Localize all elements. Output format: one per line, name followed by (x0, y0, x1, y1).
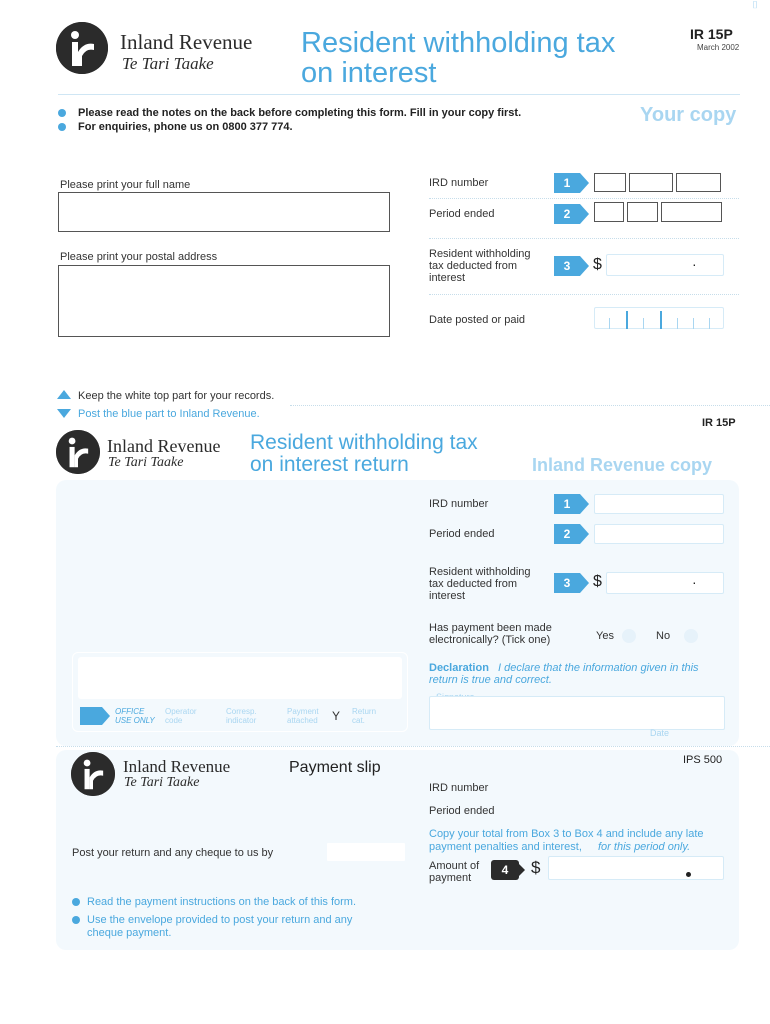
box-2-badge: 2 (554, 204, 590, 224)
box-4-number: 4 (501, 863, 509, 877)
header-divider (58, 94, 740, 95)
copy-label: Your copy (640, 104, 737, 126)
bullet-icon (72, 898, 80, 906)
return-rwt-label-2: tax deducted from (429, 578, 518, 590)
amount-decimal-dot (686, 872, 691, 877)
ird-number-input-1[interactable] (594, 173, 626, 192)
declaration-text-2: return is true and correct. (429, 674, 552, 686)
ird-number-input-2[interactable] (629, 173, 673, 192)
ird-number-label: IRD number (429, 177, 489, 189)
corresp-indicator-1: Corresp. (226, 707, 257, 716)
return-box-3-badge: 3 (554, 573, 590, 593)
post-by-text: Post your return and any cheque to us by (72, 847, 274, 859)
return-brand-subtitle: Te Tari Taake (108, 455, 184, 470)
rwt-amount-input[interactable] (606, 254, 724, 276)
form-code: IR 15P (690, 26, 733, 42)
office-marker-arrow-icon (102, 707, 110, 725)
down-arrow-icon (57, 409, 71, 418)
date-posted-input[interactable] (594, 307, 724, 329)
office-use-2: USE ONLY (115, 716, 155, 725)
return-ird-number-input[interactable] (594, 494, 724, 514)
yes-checkbox[interactable] (622, 629, 636, 643)
ird-logo-icon (56, 22, 108, 74)
operator-code-2: code (165, 716, 183, 725)
return-cat-2: cat. (352, 716, 365, 725)
dollar-sign: $ (593, 256, 602, 273)
signature-field[interactable] (429, 696, 725, 730)
slip-dollar-sign: $ (531, 858, 541, 877)
return-period-ended-input[interactable] (594, 524, 724, 544)
payment-attached-y: Y (332, 709, 341, 723)
amount-of-payment-2: payment (429, 872, 472, 884)
ird-number-input-3[interactable] (676, 173, 721, 192)
brand-subtitle: Te Tari Taake (122, 54, 214, 73)
period-year-input[interactable] (661, 202, 722, 222)
slip-period-ended-label: Period ended (429, 805, 495, 817)
yes-label: Yes (596, 630, 614, 642)
tear-line (290, 405, 770, 406)
postal-address-input[interactable] (58, 265, 390, 337)
declaration-title: Declaration (429, 662, 489, 674)
period-ended-label: Period ended (429, 208, 495, 220)
slip-title: Payment slip (289, 759, 381, 776)
note-2: For enquiries, phone us on 0800 377 774. (78, 121, 293, 133)
return-cat-1: Return (352, 707, 377, 716)
box-3-badge: 3 (554, 256, 590, 276)
slip-tear-line (56, 746, 770, 747)
return-ird-number-label: IRD number (429, 498, 489, 510)
return-box-1-badge: 1 (554, 494, 590, 514)
office-marker-icon (80, 707, 102, 725)
form-title-line2: on interest (301, 57, 437, 89)
slip-brand-subtitle: Te Tari Taake (124, 775, 200, 790)
payment-amount-input[interactable] (548, 856, 724, 880)
slip-form-code: IPS 500 (683, 754, 723, 766)
electronic-question-2: electronically? (Tick one) (429, 634, 551, 646)
return-form-code: IR 15P (702, 417, 736, 429)
return-rwt-amount-input[interactable] (606, 572, 724, 594)
return-period-ended-label: Period ended (429, 528, 495, 540)
up-arrow-icon (57, 390, 71, 399)
no-checkbox[interactable] (684, 629, 698, 643)
post-instruction: Post the blue part to Inland Revenue. (78, 408, 260, 420)
ird-logo-icon (56, 430, 100, 474)
slip-bullet-2: Use the envelope provided to post your return and any (87, 914, 353, 926)
operator-code-1: Operator (165, 707, 197, 716)
rwt-label-1: Resident withholding (429, 248, 531, 260)
payment-attached-1: Payment (287, 707, 319, 716)
return-rwt-label-1: Resident withholding (429, 566, 531, 578)
form-date: March 2002 (697, 43, 740, 52)
bullet-icon (72, 916, 80, 924)
row-divider (429, 198, 739, 199)
note-1: Please read the notes on the back before completing this form. Fill in your copy first. (78, 107, 522, 119)
return-decimal-point: · (692, 574, 697, 590)
return-dollar-sign: $ (593, 573, 602, 590)
rwt-label-3: interest (429, 272, 466, 284)
period-month-input[interactable] (627, 202, 658, 222)
bullet-icon (58, 109, 66, 117)
slip-ird-number-label: IRD number (429, 782, 489, 794)
return-box-2-badge: 2 (554, 524, 590, 544)
row-divider (429, 294, 739, 295)
full-name-label: Please print your full name (60, 179, 191, 191)
return-title-line1: Resident withholding tax (250, 431, 478, 454)
rwt-label-2: tax deducted from (429, 260, 518, 272)
corresp-indicator-2: indicator (226, 716, 257, 725)
office-use-1: OFFICE (115, 707, 145, 716)
brand-name: Inland Revenue (120, 30, 253, 54)
return-brand-name: Inland Revenue (107, 436, 221, 456)
bullet-icon (58, 123, 66, 131)
copy-instruction-2a: payment penalties and interest, (429, 841, 582, 853)
post-by-date-field[interactable] (326, 842, 406, 862)
date-label: Date (650, 728, 670, 738)
slip-logo (71, 752, 115, 796)
copy-instruction-1: Copy your total from Box 3 to Box 4 and include any late (429, 828, 704, 840)
postal-address-label: Please print your postal address (60, 251, 218, 263)
copy-instruction-2b: for this period only. (598, 841, 691, 853)
period-day-input[interactable] (594, 202, 624, 222)
logo (56, 22, 108, 74)
form-title-line1: Resident withholding tax (301, 27, 616, 59)
date-posted-label: Date posted or paid (429, 314, 526, 326)
keep-instruction: Keep the white top part for your records. (78, 390, 275, 402)
declaration-text-1: I declare that the information given in this (498, 662, 699, 674)
return-title-line2: on interest return (250, 453, 409, 476)
corner-mark: ⌷ (752, 0, 758, 11)
payment-attached-2: attached (287, 716, 318, 725)
return-logo (56, 430, 100, 474)
amount-of-payment-1: Amount of (429, 860, 480, 872)
slip-bullet-1: Read the payment instructions on the back of this form. (87, 896, 357, 908)
return-rwt-label-3: interest (429, 590, 466, 602)
return-copy-label: Inland Revenue copy (532, 455, 713, 475)
no-label: No (656, 630, 671, 642)
slip-brand-name: Inland Revenue (123, 757, 231, 776)
row-divider (429, 238, 739, 239)
decimal-point: · (692, 256, 697, 272)
ird-logo-icon (71, 752, 115, 796)
office-blank-field (78, 657, 402, 699)
full-name-input[interactable] (58, 192, 390, 232)
slip-bullet-2-cont: cheque payment. (87, 927, 172, 939)
box-1-badge: 1 (554, 173, 590, 193)
electronic-question-1: Has payment been made (429, 622, 552, 634)
